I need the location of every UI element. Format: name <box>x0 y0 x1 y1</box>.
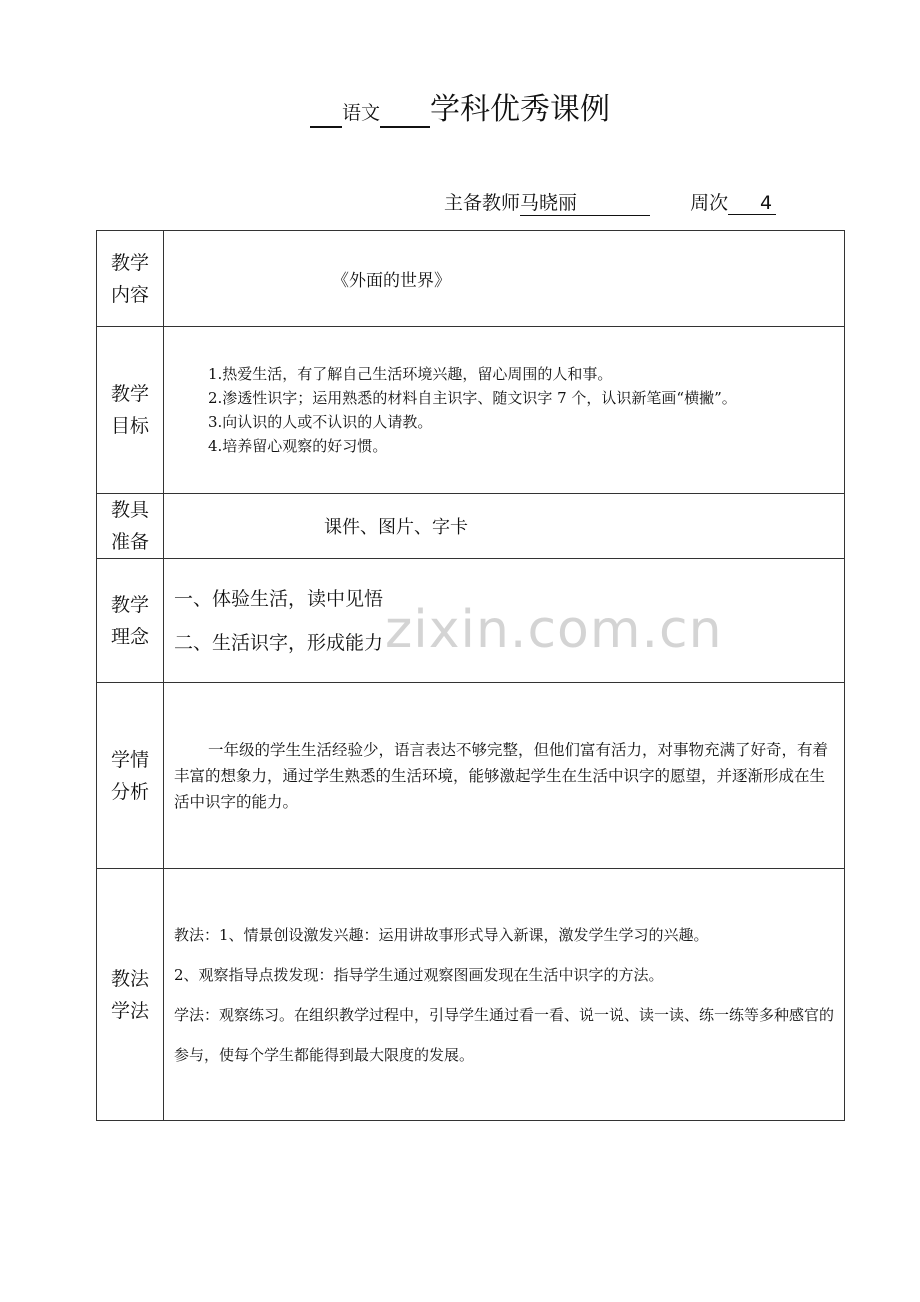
cell-goals <box>164 327 845 494</box>
label-line: 教具 <box>110 499 149 521</box>
goal-item: 4.培养留心观察的好习惯。 <box>208 437 388 455</box>
label-idea <box>97 559 164 683</box>
label-line: 学情 <box>110 748 149 771</box>
title-blank-right <box>380 96 430 128</box>
row-content <box>97 231 845 327</box>
cell-content <box>164 231 845 327</box>
analysis-text: 一年级的学生生活经验少，语言表达不够完整，但他们富有活力，对事物充满了好奇，有着丰富的想象力，通过学生熟悉的生活环境，能够激起学生在生活中识字的愿望，并逐渐形成在生活中识字的能力。 <box>174 740 829 811</box>
label-line: 教学 <box>110 383 149 405</box>
label-line: 教学 <box>110 251 149 274</box>
lesson-title: 《外面的世界》 <box>332 271 451 291</box>
method-item: 2、观察指导点拨发现：指导学生通过观察图画发现在生活中识字的方法。 <box>174 965 664 984</box>
goal-item: 1.热爱生活，有了解自己生活环境兴趣，留心周围的人和事。 <box>208 365 613 383</box>
label-content <box>97 231 164 327</box>
label-line: 教法 <box>110 967 149 990</box>
subject-text: 语文 <box>341 102 380 124</box>
goal-item: 2.渗透性识字；运用熟悉的材料自主识字、随文识字 7 个，认识新笔画“横撇”。 <box>208 389 737 407</box>
label-line: 目标 <box>110 415 149 437</box>
row-analysis <box>97 683 845 869</box>
row-tools <box>97 494 845 559</box>
row-idea <box>97 559 845 683</box>
row-goals <box>97 327 845 494</box>
page-title <box>0 84 920 128</box>
lesson-table <box>96 230 845 1121</box>
teacher-name-field <box>520 188 650 216</box>
label-line: 准备 <box>110 531 149 553</box>
cell-methods <box>164 869 845 1121</box>
idea-item: 一、体验生活，读中见悟 <box>174 587 384 610</box>
label-line: 理念 <box>110 625 149 648</box>
label-line: 教学 <box>110 593 149 616</box>
week-value: 4 <box>760 192 773 214</box>
teacher-name: 马晓丽 <box>520 192 578 214</box>
watermark: zixin.com.cn <box>385 600 723 660</box>
title-text: 学科优秀课例 <box>430 92 610 127</box>
label-methods <box>97 869 164 1121</box>
label-tools <box>97 494 164 559</box>
label-goals <box>97 327 164 494</box>
week-label: 周次 <box>690 192 729 214</box>
meta-line <box>444 188 776 216</box>
method-item: 教法：1、情景创设激发兴趣：运用讲故事形式导入新课，激发学生学习的兴趣。 <box>174 925 709 944</box>
tools-text: 课件、图片、字卡 <box>324 517 468 538</box>
label-line: 内容 <box>110 283 149 306</box>
cell-analysis <box>164 683 845 869</box>
label-line: 学法 <box>110 999 149 1022</box>
cell-tools <box>164 494 845 559</box>
method-item: 学法：观察练习。在组织教学过程中，引导学生通过看一看、说一说、读一读、练一练等多种感官的参与，使每个学生都能得到最大限度的发展。 <box>174 1005 835 1064</box>
label-analysis <box>97 683 164 869</box>
label-line: 分析 <box>110 780 149 803</box>
idea-item: 二、生活识字，形成能力 <box>174 631 384 654</box>
title-blank-left <box>310 96 342 128</box>
row-methods <box>97 869 845 1121</box>
goal-item: 3.向认识的人或不认识的人请教。 <box>208 413 433 431</box>
week-field <box>728 192 776 215</box>
teacher-label: 主备教师 <box>444 192 521 214</box>
cell-idea <box>164 559 845 683</box>
